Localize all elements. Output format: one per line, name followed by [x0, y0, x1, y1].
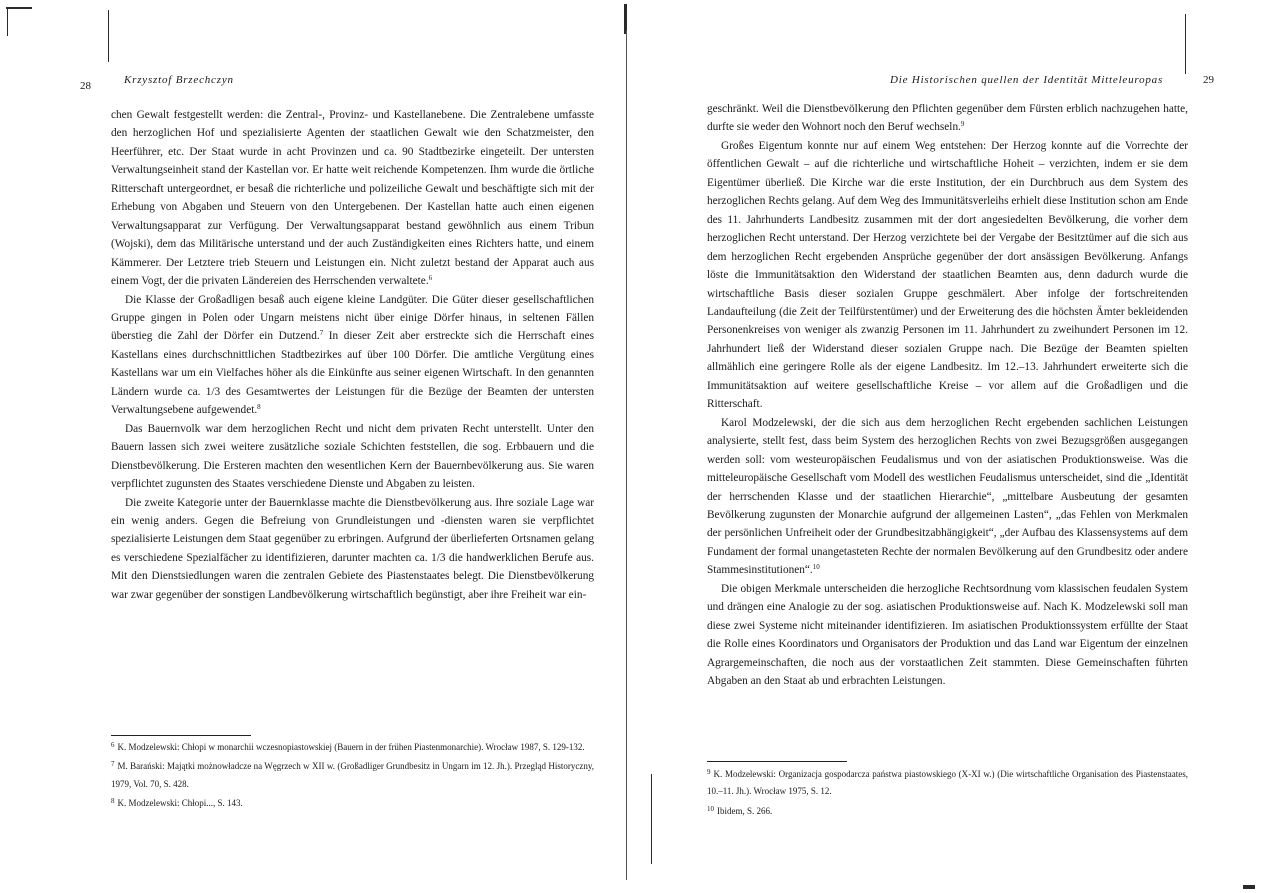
paragraph: Das Bauernvolk war dem herzoglichen Recht und nicht dem privaten Recht unterstellt. Unter den Bauern lassen sich zwei weitere zusätzliche soziale Schichten feststellen, die sog. Erbbauern und die Dienstbevölkerung. Die Ersteren machten den wesentlichen Kern der Bauernbevölkerung aus. Sie waren verpflichtet zugunsten des Staates verschiedene Dienste und Abgaben zu leisten.: [111, 422, 594, 491]
footnote-ref: 6: [428, 274, 433, 283]
left-page: [0, 0, 625, 893]
footnote-ref: 9: [960, 120, 965, 129]
footnote-ref: 10: [812, 563, 820, 572]
paragraph: Die zweite Kategorie unter der Bauernklasse machte die Dienstbevölkerung aus. Ihre soziale Lage war ein wenig anders. Gegen die Befreiung von Grundleistungen und -diensten waren sie verpflichtet spezialisierte Leistungen dem Staat gegenüber zu erbringen. Aufgrund der überlieferten Ortsnamen gelang es verschiedene Spezialfächer zu identifizieren, darunter machten ca. 1/3 die handwerklichen Berufe aus. Mit den Dienstsiedlungen waren die zentralen Gebiete des Piastenstaates belegt. Die Dienstbevölkerung war zwar gegenüber der sonstigen Landbevölkerung wirtschaftlich begünstigt, aber ihre Freiheit war ein-: [111, 496, 594, 601]
footnote: $^7$ M. Barański: Majątki możnowładcze na Węgrzech w XII w. (Großadliger Grundbesitz in Ungarn im 12. Jh.). Przegląd Historyczny, 1979, Vol. 70, S. 428.: [111, 760, 594, 789]
paragraph: Großes Eigentum konnte nur auf einem Weg entstehen: Der Herzog konnte auf die Vorrechte der öffentlichen Gewalt – auf die richterliche und wirtschaftliche Hoheit – verzichten, indem er sie dem Eigentümer überließ. Die Kirche war die erste Institution, der ein Durchbruch aus dem System des herzoglichen Rechts gelang. Auf dem Weg des Immunitätsverleihs erhielt diese Institution schon am Ende des 11. Jahrhunderts Landbesitz zusammen mit der dort angesiedelten Bevölkerung, die vorher dem herzoglichen Recht unterstand. Der Herzog verzichtete bei der Vergabe der Besitztümer auf die sich aus dem herzoglichen Recht ergebenden Ansprüche gegenüber der dort ansässigen Bevölkerung. Anfangs löste die Immunitätsaktion den Widerstand der staatlichen Beamten aus, denn dadurch wurde die wirtschaftliche Basis dieser sozialen Gruppe geschmälert. Aber infolge der fortschreitenden Landaufteilung (die Zeit der Teilfürstentümer) und der Erweiterung des die höchsten Ämter bekleidenden Personenkreises von weniger als zwanzig Personen im 11. Jahrhundert zu zweihundert Personen im 12. Jahrhundert ließ der Widerstand dieser sozialen Gruppe nach. Die Bezüge der Beamten spielten allmählich eine geringere Rolle als der eigene Landbesitz. Im 12.–13. Jahrhundert erweiterte sich die Immunitätsaktion auf weitere gesellschaftliche Kreise – vor allem auf die Großadligen und die Ritterschaft.: [707, 139, 1188, 411]
paragraph: chen Gewalt festgestellt werden: die Zentral-, Provinz- und Kastellanebene. Die Zentralebene umfasste den herzoglichen Hof und spezialisierte Agenten der staatlichen Gewalt wie den Schatzmeister, den Heerführer, etc. Der Staat wurde in acht Provinzen und ca. 90 Stadtbezirke eingeteilt. Der untersten Verwaltungseinheit stand der Kastellan vor. Er hatte weit reichende Kompetenzen. Ihm wurde die örtliche Ritterschaft untergeordnet, er besaß die richterliche und polizeiliche Gewalt und beschäftigte sich mit der Erhebung von Abgaben und Steuern von den Untergebenen. Der Kastellan hatte auch einen eigenen Verwaltungsapparat zur Verfügung. Der Verwaltungsapparat bestand gewöhnlich aus einem Tribun (Wojski), dem das Militärische unterstand und der auch Zuständigkeiten eines Richters hatte, und einem Kämmerer. Der Letztere trieb Steuern und Leistungen ein. Nicht zuletzt bestand der Apparat auch aus einem Vogt, der die privaten Ländereien des Herrschenden verwaltete.$^6$: [111, 109, 594, 288]
paragraph: Die Klasse der Großadligen besaß auch eigene kleine Landgüter. Die Güter dieser gesellschaftlichen Gruppe gingen in Polen oder Ungarn meistens nicht über einige Dörfer hinaus, in seltenen Fällen überstieg die Zahl der Dörfer ein Dutzend.$^7$ In dieser Zeit aber erstreckte sich die Herrschaft eines Kastellans eines durchschnittlichen Stadtbezirkes auf über 100 Dörfer. Die amtliche Vergütung eines Kastellans war um ein Vielfaches höher als die Einkünfte aus seiner eigenen Wirtschaft. In den genannten Ländern wurde ca. 1/3 des Gesamtwertes der Leistungen für die Bezüge der Beamten der untersten Verwaltungsebene aufgewendet.$^8$: [111, 293, 594, 417]
left-footnotes: [111, 737, 594, 812]
paragraph: geschränkt. Weil die Dienstbevölkerung den Pflichten gegenüber dem Fürsten erblich nachzugehen hatte, durfte sie weder den Wohnort noch den Beruf wechseln.$^9$: [707, 103, 1188, 134]
gutter-shadow: [626, 30, 627, 880]
footnote-ref: 7: [319, 329, 324, 338]
footnote-rule: [707, 761, 847, 762]
right-page: [640, 0, 1263, 893]
footnote-ref: 8: [257, 403, 261, 412]
right-footnotes: [707, 764, 1188, 820]
footnote: $^6$ K. Modzelewski: Chłopi w monarchii wczesnopiastowskiej (Bauern in der frühen Piastenmonarchie). Wrocław 1987, S. 129-132.: [111, 741, 585, 752]
paragraph: Karol Modzelewski, der die sich aus dem herzoglichen Recht ergebenden sachlichen Leistungen analysierte, stellt fest, dass beim System des herzoglichen Rechts von zwei Bezugsgrößen ausgegangen werden soll: vom westeuropäischen Feudalismus und von der asiatischen Produktionsweise. Was die mitteleuropäische Gesellschaft vom Modell des westlichen Feudalismus unterscheidet, sind die „Identität der herrschenden Klasse und der staatlichen Hierarchie“, „mittelbare Ausbeutung der gesamten Bevölkerung zugunsten der Monarchie aufgrund der allgemeinen Lasten“, „das Fehlen von Merkmalen der persönlichen Unfreiheit oder der Grundbesitzabhängigkeit“, „der Aufbau des Klassensystems auf dem Fundament der formal unangetasteten Rechte der normalen Bevölkerung auf den Grundbesitz oder andere Stammesinstitutionen“.$^{10}$: [707, 416, 1188, 577]
left-body-text: [111, 106, 594, 604]
footnote: $^9$ K. Modzelewski: Organizacja gospodarcza państwa piastowskiego (X-XI w.) (Die wirtschaftliche Organisation des Piastenstaates, 10.–11. Jh.). Wrocław 1975, S. 12.: [707, 768, 1188, 797]
right-page-number: 29: [1203, 74, 1214, 86]
footnote: $^{10}$ Ibidem, S. 266.: [707, 804, 773, 816]
left-running-head: Krzysztof Brzechczyn: [124, 74, 234, 86]
left-page-number: 28: [80, 80, 91, 92]
paragraph: Die obigen Merkmale unterscheiden die herzogliche Rechtsordnung vom klassischen feudalen System und drängen eine Analogie zu der sog. asiatischen Produktionsweise auf. Nach K. Modzelewski soll man diese zwei Systeme nicht miteinander identifizieren. Im asiatischen Produktionssystem erfüllte der Staat die Rolle eines Koordinators und Organisators der Produktion und das Land war Eigentum der einzelnen Agrargemeinschaften, die noch aus der vorstaatlichen Zeit stammten. Diese Gemeinschaften führten Abgaben an den Staat ab und erbrachten Leistungen.: [707, 582, 1188, 688]
right-body-text: [707, 100, 1188, 691]
footnote-rule: [111, 735, 251, 736]
footnote: $^8$ K. Modzelewski: Chłopi..., S. 143.: [111, 796, 243, 808]
right-running-head: Die Historischen quellen der Identität Mitteleuropas: [890, 74, 1164, 86]
